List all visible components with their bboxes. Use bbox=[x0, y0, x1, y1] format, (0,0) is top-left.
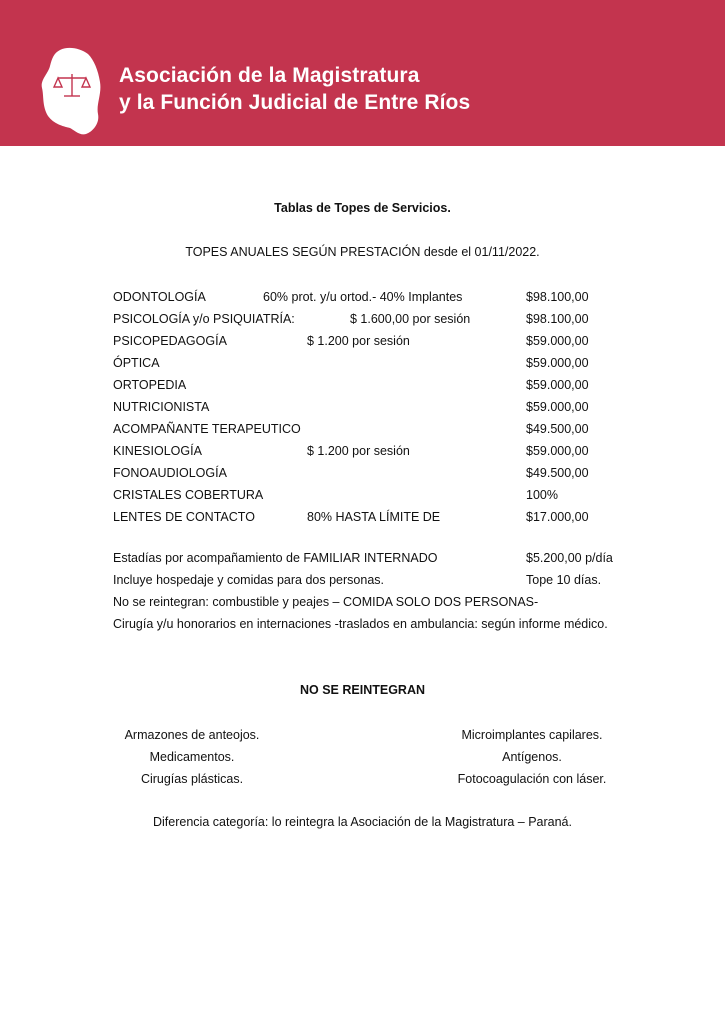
service-row bbox=[113, 463, 633, 485]
service-row bbox=[113, 353, 633, 375]
org-name-line-2: y la Función Judicial de Entre Ríos bbox=[119, 91, 471, 114]
service-amount: $49.500,00 bbox=[526, 422, 589, 436]
service-name: ORTOPEDIA bbox=[113, 378, 187, 392]
service-row bbox=[113, 485, 633, 507]
notes-section bbox=[113, 548, 633, 636]
service-row bbox=[113, 375, 633, 397]
list-item: Medicamentos. bbox=[149, 750, 235, 764]
service-detail: $ 1.600,00 por sesión bbox=[350, 312, 471, 326]
service-amount: $59.000,00 bbox=[526, 444, 589, 458]
list-item: Armazones de anteojos. bbox=[124, 728, 260, 742]
service-name: ODONTOLOGÍA bbox=[113, 290, 206, 304]
document-title: Tablas de Topes de Servicios. bbox=[274, 201, 451, 215]
list-item: Microimplantes capilares. bbox=[461, 728, 603, 742]
service-detail: 80% HASTA LÍMITE DE bbox=[307, 510, 441, 524]
note-text: Cirugía y/u honorarios en internaciones -traslados en ambulancia: según informe médico. bbox=[113, 617, 608, 631]
services-table bbox=[113, 287, 633, 529]
entre-rios-map-scales-icon bbox=[40, 44, 104, 136]
note-text: No se reintegran: combustible y peajes – COMIDA SOLO DOS PERSONAS- bbox=[113, 595, 539, 609]
service-row bbox=[113, 441, 633, 463]
no-reintegran-title: NO SE REINTEGRAN bbox=[299, 683, 425, 697]
service-name: LENTES DE CONTACTO bbox=[113, 510, 255, 524]
service-amount: $98.100,00 bbox=[526, 312, 589, 326]
service-amount: $49.500,00 bbox=[526, 466, 589, 480]
service-row bbox=[113, 331, 633, 353]
document-subtitle: TOPES ANUALES SEGÚN PRESTACIÓN desde el 01/11/2022. bbox=[185, 245, 540, 259]
service-name: PSICOPEDAGOGÍA bbox=[113, 334, 227, 348]
service-name: NUTRICIONISTA bbox=[113, 400, 210, 414]
service-row bbox=[113, 309, 633, 331]
note-row bbox=[113, 570, 633, 592]
service-name: ACOMPAÑANTE TERAPEUTICO bbox=[113, 422, 301, 436]
note-row bbox=[113, 592, 633, 614]
note-row bbox=[113, 614, 633, 636]
footer-note: Diferencia categoría: lo reintegra la Asociación de la Magistratura – Paraná. bbox=[153, 815, 572, 829]
organization-name bbox=[119, 62, 470, 116]
service-amount: $59.000,00 bbox=[526, 400, 589, 414]
service-name: KINESIOLOGÍA bbox=[113, 444, 202, 458]
service-amount: $59.000,00 bbox=[526, 378, 589, 392]
service-detail: $ 1.200 por sesión bbox=[307, 334, 410, 348]
note-value: Tope 10 días. bbox=[526, 573, 602, 587]
service-amount: $59.000,00 bbox=[526, 334, 589, 348]
service-row bbox=[113, 419, 633, 441]
note-row bbox=[113, 548, 633, 570]
header-banner bbox=[0, 0, 725, 146]
service-amount: $98.100,00 bbox=[526, 290, 589, 304]
service-amount: $59.000,00 bbox=[526, 356, 589, 370]
service-name: CRISTALES COBERTURA bbox=[113, 488, 264, 502]
service-row bbox=[113, 397, 633, 419]
list-item: Cirugías plásticas. bbox=[140, 772, 244, 786]
service-detail: $ 1.200 por sesión bbox=[307, 444, 410, 458]
org-name-line-1: Asociación de la Magistratura bbox=[119, 64, 420, 87]
no-reintegran-right-list bbox=[432, 725, 632, 791]
service-row bbox=[113, 507, 633, 529]
note-value: $5.200,00 p/día bbox=[526, 551, 613, 565]
list-item: Fotocoagulación con láser. bbox=[457, 772, 607, 786]
service-amount: $17.000,00 bbox=[526, 510, 589, 524]
service-detail: 60% prot. y/u ortod.- 40% Implantes bbox=[263, 290, 463, 304]
service-name: ÓPTICA bbox=[113, 356, 160, 370]
no-reintegran-left-list bbox=[92, 725, 292, 791]
service-row bbox=[113, 287, 633, 309]
service-name: PSICOLOGÍA y/o PSIQUIATRÍA: bbox=[113, 312, 295, 326]
list-item: Antígenos. bbox=[502, 750, 562, 764]
note-text: Estadías por acompañamiento de FAMILIAR INTERNADO bbox=[113, 551, 438, 565]
service-name: FONOAUDIOLOGÍA bbox=[113, 466, 227, 480]
service-amount: 100% bbox=[526, 488, 558, 502]
note-text: Incluye hospedaje y comidas para dos personas. bbox=[113, 573, 384, 587]
